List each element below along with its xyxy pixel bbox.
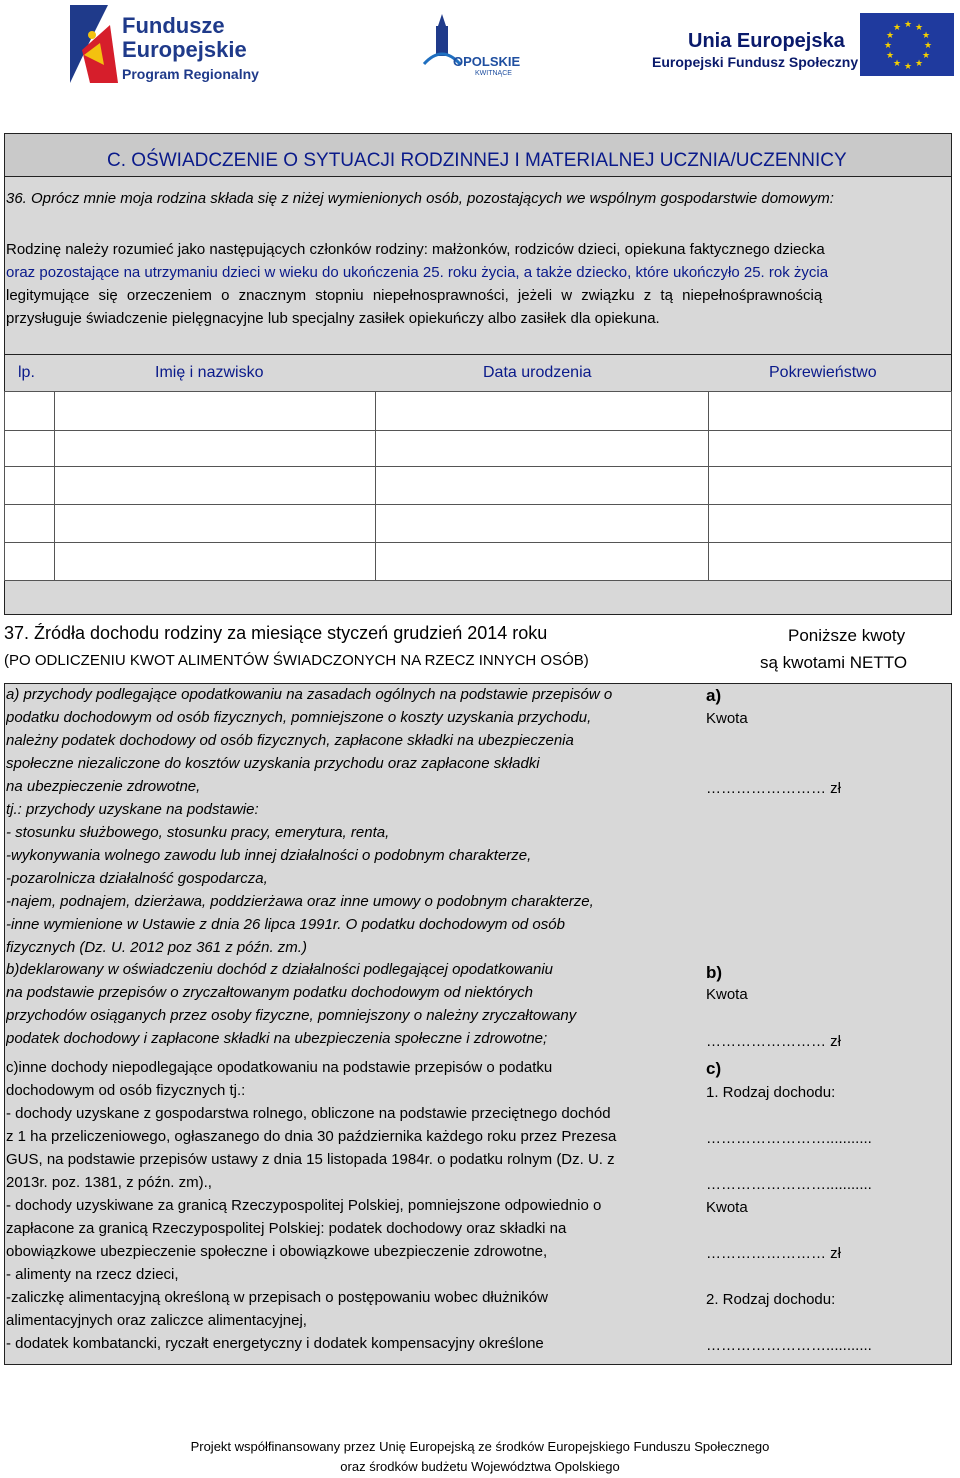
cell-relation[interactable] [709,392,952,431]
footer-line1: Projekt współfinansowany przez Unię Europejską ze środków Europejskiego Funduszu Społecznego [190,1439,770,1454]
b-line: przychodów osiąganych przez osoby fizyczne, pomniejszony o należny zryczałtowany [6,1007,577,1024]
cell-lp[interactable] [5,505,55,543]
right-c-amount[interactable]: …………………… zł [706,1245,841,1262]
svg-text:★: ★ [915,23,924,33]
opolskie-logo [405,14,521,82]
fe-logo [70,5,280,85]
q36-line1: Rodzinę należy rozumieć jako następujących członków rodziny: małżonków, rodziców dzieci, opiekuna faktycznego dziecka [6,241,825,258]
c-line: zapłacone za granicą Rzeczypospolitej Polskiej: podatek dochodowy oraz składki na [6,1220,567,1237]
a-line: tj.: przychody uzyskane na podstawie: [6,801,259,818]
svg-text:★: ★ [884,41,893,51]
c-line: z 1 ha przeliczeniowego, ogłaszanego do dnia 30 października każdego roku przez Prezesa [6,1128,617,1145]
ue-sub: Europejski Fundusz Społeczny [652,54,859,70]
fe-line3: Program Regionalny [122,66,259,82]
table-row [5,431,952,467]
fe-line2: Europejskie [122,37,247,62]
cell-relation[interactable] [709,505,952,543]
a-income-text [6,683,702,959]
cell-birth[interactable] [376,543,709,581]
a-line: -wykonywania wolnego zawodu lub innej działalności o podobnym charakterze, [6,847,532,864]
cell-lp[interactable] [5,392,55,431]
right-c-kwota: Kwota [706,1199,748,1216]
c-line: - dochody uzyskiwane za granicą Rzeczypospolitej Polskiej, pomniejszone odpowiednio o [6,1197,602,1214]
b-income-text [6,958,702,1050]
header-relation: Pokrewieństwo [769,364,877,381]
c-line: c)inne dochody niepodlegające opodatkowaniu na podstawie przepisów o podatku [6,1059,553,1076]
fe-flag-icon [70,5,120,83]
c-income-text [6,1056,702,1355]
a-line: na ubezpieczenie zdrowotne, [6,778,201,795]
a-line: - stosunku służbowego, stosunku pracy, emerytura, renta, [6,824,390,841]
q37-title: 37. Źródła dochodu rodziny za miesiące styczeń grudzień 2014 roku [4,623,548,643]
cell-birth[interactable] [376,392,709,431]
c-line: 2013r. poz. 1381, z późn. zm)., [6,1174,212,1191]
a-line: -najem, podnajem, dzierżawa, poddzierżawa oraz inne umowy o podobnym charakterze, [6,893,594,910]
cell-relation[interactable] [709,467,952,505]
c-line: - alimenty na rzecz dzieci, [6,1266,179,1283]
right-c-rodzaj1: 1. Rodzaj dochodu: [706,1084,836,1101]
b-line: na podstawie przepisów o zryczałtowanym podatku dochodowym od niektórych [6,984,533,1001]
q36-line4: przysługuje świadczenie pielęgnacyjne lub specjalny zasiłek opiekuńczy albo zasiłek dla opiekuna. [6,310,660,327]
q36-line2: oraz pozostające na utrzymaniu dzieci w wieku do ukończenia 25. roku życia, a także dziecko, które ukończyło 25. rok życia [6,264,829,281]
table-row [5,543,952,581]
right-c-dots3[interactable]: ……………………........... [706,1337,872,1354]
q37-subtitle: (PO ODLICZENIU KWOT ALIMENTÓW ŚWIADCZONYCH NA RZECZ INNYCH OSÓB) [4,652,589,669]
b-line: b)deklarowany w oświadczeniu dochód z działalności podlegającej opodatkowaniu [6,961,554,978]
right-c-dots1[interactable]: ……………………........... [706,1130,872,1147]
eu-flag-icon [860,13,954,76]
cell-relation[interactable] [709,431,952,467]
c-line: -zaliczkę alimentacyjną określoną w przepisach o postępowaniu wobec dłużników [6,1289,548,1306]
cell-birth[interactable] [376,431,709,467]
members-table [4,391,952,581]
a-line: a) przychody podlegające opodatkowaniu na zasadach ogólnych na podstawie przepisów o [6,686,613,703]
cell-birth[interactable] [376,467,709,505]
svg-text:★: ★ [904,62,913,72]
header-name: Imię i nazwisko [155,364,264,381]
table-row [5,505,952,543]
svg-text:★: ★ [922,51,931,61]
right-a-amount[interactable]: …………………… zł [706,780,841,797]
b-line: podatek dochodowy i zapłacone składki na ubezpieczenia społeczne i zdrowotne; [6,1030,548,1047]
cell-relation[interactable] [709,543,952,581]
netto-line2: są kwotami NETTO [760,653,908,672]
a-line: -pozarolnicza działalność gospodarcza, [6,870,268,887]
c-line: alimentacyjnych oraz zaliczce alimentacyjnej, [6,1312,307,1329]
svg-text:★: ★ [893,59,902,69]
right-a-label: a) [706,686,722,705]
right-b-kwota: Kwota [706,986,748,1003]
svg-text:★: ★ [924,41,933,51]
right-a-kwota: Kwota [706,710,748,727]
a-line: fizycznych (Dz. U. 2012 poz 361 z późn. zm.) [6,939,307,956]
right-b-label: b) [706,963,723,982]
cell-name[interactable] [55,431,376,467]
ue-title: Unia Europejska [688,30,845,52]
c-line: dochodowym od osób fizycznych tj.: [6,1082,246,1099]
header-lp: lp. [18,364,35,381]
cell-name[interactable] [55,467,376,505]
opolskie-label: OPOLSKIE [453,54,521,69]
c-line: - dochody uzyskane z gospodarstwa rolnego, obliczone na podstawie przeciętnego dochód [6,1105,611,1122]
cell-name[interactable] [55,505,376,543]
svg-text:★: ★ [922,31,931,41]
right-b-amount[interactable]: …………………… zł [706,1033,841,1050]
q36-title: 36. Oprócz mnie moja rodzina składa się z niżej wymienionych osób, pozostających we wspólnym gospodarstwie domowym: [6,190,834,207]
q36-line3: legitymujące się orzeczeniem o znacznym stopniu niepełnosprawności, jeżeli w związku z tą niepełnośprawnością [6,287,823,304]
cell-name[interactable] [55,543,376,581]
c-line: GUS, na podstawie przepisów ustawy z dnia 15 listopada 1984r. o podatku rolnym (Dz. U. z [6,1151,615,1168]
c-line: - dodatek kombatancki, ryczałt energetyczny i dodatek kompensacyjny określone [6,1335,544,1352]
header-birth: Data urodzenia [483,364,592,381]
svg-text:★: ★ [904,20,913,30]
netto-line1: Poniższe kwoty [788,626,906,645]
svg-text:★: ★ [893,23,902,33]
right-c-label: c) [706,1059,722,1078]
table-row [5,467,952,505]
a-line: społeczne niezaliczone do kosztów uzyskania przychodu oraz zapłacone składki [6,755,540,772]
a-line: należny podatek dochodowy od osób fizycznych, zapłacone składki na ubezpieczenia [6,732,574,749]
cell-lp[interactable] [5,543,55,581]
svg-text:★: ★ [886,31,895,41]
cell-name[interactable] [55,392,376,431]
a-line: -inne wymienione w Ustawie z dnia 26 lipca 1991r. O podatku dochodowym od osób [6,916,565,933]
cell-lp[interactable] [5,431,55,467]
c-line: obowiązkowe ubezpieczenie społeczne i obowiązkowe ubezpieczenie zdrowotne, [6,1243,548,1260]
section-c-title: C. OŚWIADCZENIE O SYTUACJI RODZINNEJ I MATERIALNEJ UCZNIA/UCZENNICY [107,150,847,171]
cell-birth[interactable] [376,505,709,543]
opolskie-sub: KWITNĄCE [475,70,512,77]
svg-text:★: ★ [886,51,895,61]
a-line: podatku dochodowym od osób fizycznych, pomniejszone o koszty uzyskania przychodu, [6,709,592,726]
svg-text:★: ★ [915,59,924,69]
cell-lp[interactable] [5,467,55,505]
fe-line1: Fundusze [122,13,225,38]
footer-line2: oraz środków budżetu Województwa Opolskiego [340,1459,620,1474]
table-row [5,392,952,431]
right-c-dots2[interactable]: ……………………........... [706,1176,872,1193]
right-c-rodzaj2: 2. Rodzaj dochodu: [706,1291,836,1308]
